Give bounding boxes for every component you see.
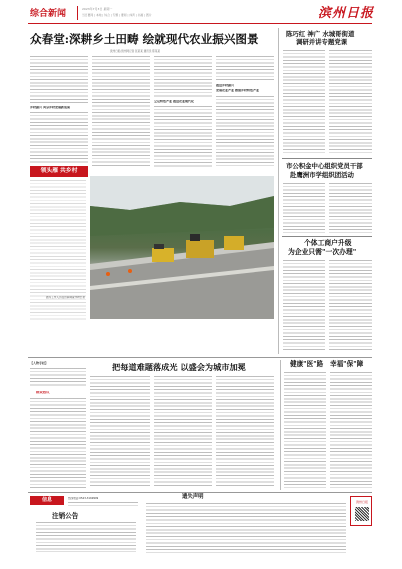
lead-column-4 bbox=[216, 56, 274, 82]
bottom-sub-label: 【人物专栏】 bbox=[30, 361, 49, 365]
notice-body bbox=[146, 503, 346, 553]
bottom-col-2 bbox=[90, 376, 150, 488]
lead-column-4b bbox=[216, 96, 274, 168]
lead-column-1b bbox=[30, 112, 88, 164]
nav-item[interactable]: 书画 bbox=[137, 13, 144, 17]
bottom-headline: 把每道难题落成光 以盛会为城市加冕 bbox=[112, 362, 246, 372]
road-scene-image bbox=[90, 176, 274, 319]
lead-subhead-2: 立足特色产业 推进农业现代化 bbox=[154, 100, 195, 103]
lead-subhead-1: 乡村振兴 共享乡村发展新成果 bbox=[30, 106, 71, 109]
lead-column-1 bbox=[30, 56, 88, 104]
lead-subhead-4: 发展农业产业 做强乡村特色产业 bbox=[216, 89, 260, 92]
lead-column-3b bbox=[154, 106, 212, 168]
hotline-detail bbox=[68, 502, 138, 508]
right-top-col-2 bbox=[329, 50, 372, 154]
nav-item[interactable]: 当日要闻 bbox=[82, 13, 94, 17]
right-top-headline-2: 调研并讲专题党课 bbox=[296, 38, 348, 46]
nav-item[interactable]: 要闻 bbox=[120, 13, 127, 17]
masthead bbox=[0, 0, 402, 26]
bottom-col-1b bbox=[30, 398, 86, 488]
masthead-divider-box bbox=[77, 6, 78, 20]
right-mid-col-2 bbox=[329, 183, 372, 233]
section-label: 综合新闻 bbox=[30, 9, 67, 19]
right-mid-headline-1: 市公积金中心组织党员干部 bbox=[286, 162, 363, 170]
nav-item[interactable]: 本地 bbox=[95, 13, 102, 17]
right-mid-col-1 bbox=[283, 183, 325, 233]
lead-photo bbox=[90, 176, 274, 319]
bottom-col-3 bbox=[154, 376, 212, 488]
right-lower-headline-1: 个体工商户升级 bbox=[304, 239, 352, 247]
right-lower-col-1 bbox=[283, 260, 325, 352]
seal-qr bbox=[355, 507, 369, 521]
nav-bar: 当日要闻 | 本地 | 综合 | 专题 | 要闻 | 体育 | 书画 | 图片 bbox=[82, 13, 152, 17]
footer-seal bbox=[350, 496, 372, 526]
seal-text: 滨州日报 bbox=[355, 500, 368, 504]
photo-caption: 图为工作人员在田间调查作物长势 bbox=[46, 296, 85, 299]
lead-headline: 众春堂:深耕乡土田畴 绘就现代农业振兴图景 bbox=[30, 32, 259, 46]
masthead-logo: 滨州日报 bbox=[318, 6, 375, 21]
bottom-col-4 bbox=[216, 376, 274, 488]
right-top-headline-1: 陈巧红 神广 水城哥街道 bbox=[286, 30, 355, 38]
nav-item[interactable]: 图片 bbox=[146, 13, 152, 17]
masthead-rule bbox=[28, 23, 372, 24]
footer-rule bbox=[28, 492, 372, 493]
lead-column-2 bbox=[92, 56, 150, 168]
nav-item[interactable]: 专题 bbox=[112, 13, 119, 17]
right-section-rule-1 bbox=[282, 158, 372, 159]
bottom-right-headline-b: 幸福"保"障 bbox=[330, 360, 364, 368]
right-top-col-1 bbox=[283, 50, 325, 154]
lead-subhead-3: 推进乡村振兴 bbox=[216, 84, 235, 87]
right-lower-headline-2: 为企业只需"一次办理" bbox=[288, 248, 357, 256]
nav-item[interactable]: 体育 bbox=[129, 13, 135, 17]
ad-body bbox=[36, 522, 136, 552]
info-badge: 信息 bbox=[30, 496, 64, 505]
bottom-right-col-2 bbox=[330, 372, 372, 488]
right-lower-col-2 bbox=[329, 260, 372, 352]
right-column-divider bbox=[278, 28, 279, 354]
bottom-right-divider bbox=[280, 360, 281, 490]
hotline-text: 热线电话:0543-3169999 bbox=[68, 497, 99, 500]
bottom-right-headline-a: 健康"医"路 bbox=[290, 360, 324, 368]
lead-column-3 bbox=[154, 56, 212, 98]
nav-item[interactable]: 综合 bbox=[104, 13, 110, 17]
notice-title: 遗失声明 bbox=[182, 494, 204, 500]
right-section-rule-2 bbox=[282, 236, 372, 237]
bottom-col-1a bbox=[30, 368, 86, 388]
bottom-rule bbox=[28, 357, 372, 358]
right-mid-headline-2: 赴鹰洲市学组织团活动 bbox=[290, 171, 354, 179]
bottom-right-col-1 bbox=[284, 372, 326, 488]
lead-byline: 滨州日报/滨州网记者 张某某 通讯员 陈某某 bbox=[110, 50, 161, 53]
lead-left-text-lower bbox=[30, 180, 86, 320]
bottom-side-label: 群众热议 bbox=[36, 391, 50, 394]
lead-tag: 领头雁 共乡村 bbox=[30, 166, 88, 177]
ad-title: 注销公告 bbox=[52, 512, 79, 520]
date-line: 2023年7月3日 星期一 bbox=[82, 7, 113, 11]
